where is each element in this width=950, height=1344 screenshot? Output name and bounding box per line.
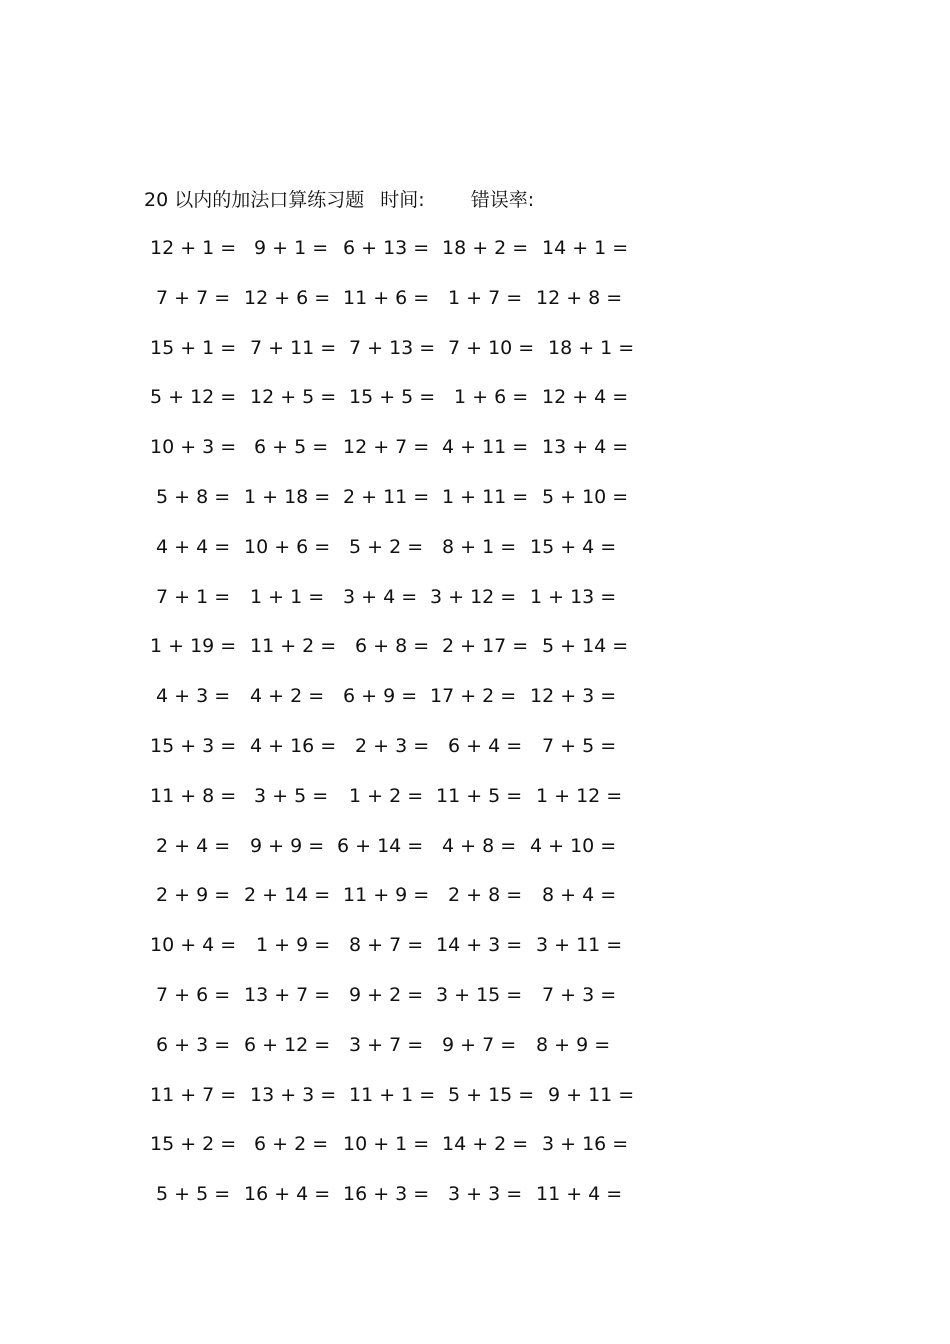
problem-item: 1 + 6 = xyxy=(454,386,529,409)
problem-item: 11 + 1 = xyxy=(349,1083,436,1106)
problem-item: 15 + 3 = xyxy=(150,734,237,757)
problem-item: 1 + 9 = xyxy=(256,934,331,957)
problem-item: 11 + 4 = xyxy=(536,1183,623,1206)
problem-item: 11 + 7 = xyxy=(150,1083,237,1106)
problem-item: 8 + 1 = xyxy=(442,535,517,558)
problem-item: 4 + 16 = xyxy=(250,734,337,757)
problem-item: 7 + 6 = xyxy=(156,983,231,1006)
problem-item: 3 + 11 = xyxy=(536,934,623,957)
problem-item: 7 + 7 = xyxy=(156,286,231,309)
problem-item: 15 + 1 = xyxy=(150,336,237,359)
problem-item: 6 + 4 = xyxy=(448,734,523,757)
problem-item: 9 + 7 = xyxy=(442,1033,517,1056)
problem-item: 7 + 5 = xyxy=(542,734,617,757)
problem-row xyxy=(0,334,950,384)
problem-item: 14 + 2 = xyxy=(442,1133,529,1156)
problem-item: 12 + 8 = xyxy=(536,286,623,309)
problem-item: 8 + 4 = xyxy=(542,884,617,907)
problem-item: 6 + 2 = xyxy=(254,1133,329,1156)
problem-item: 1 + 19 = xyxy=(150,635,237,658)
problem-item: 10 + 1 = xyxy=(343,1133,430,1156)
problem-row xyxy=(0,433,950,483)
problem-row xyxy=(0,483,950,533)
problem-item: 5 + 14 = xyxy=(542,635,629,658)
problem-item: 4 + 10 = xyxy=(530,834,617,857)
problem-item: 4 + 8 = xyxy=(442,834,517,857)
problem-item: 11 + 2 = xyxy=(250,635,337,658)
problem-item: 2 + 14 = xyxy=(244,884,331,907)
problem-item: 3 + 7 = xyxy=(349,1033,424,1056)
problem-row xyxy=(0,583,950,633)
problem-row xyxy=(0,383,950,433)
problem-item: 8 + 7 = xyxy=(349,934,424,957)
problem-item: 11 + 9 = xyxy=(343,884,430,907)
problem-item: 14 + 3 = xyxy=(436,934,523,957)
problem-item: 12 + 1 = xyxy=(150,237,237,259)
problem-item: 5 + 12 = xyxy=(150,386,237,409)
problem-item: 2 + 11 = xyxy=(343,485,430,508)
problem-item: 10 + 3 = xyxy=(150,436,237,459)
problem-item: 2 + 4 = xyxy=(156,834,231,857)
problem-item: 1 + 11 = xyxy=(442,485,529,508)
problem-item: 3 + 4 = xyxy=(343,585,418,608)
problem-row xyxy=(0,832,950,882)
problem-row xyxy=(0,284,950,334)
problem-row xyxy=(0,682,950,732)
problem-item: 15 + 4 = xyxy=(530,535,617,558)
problem-row xyxy=(0,782,950,832)
problem-item: 12 + 5 = xyxy=(250,386,337,409)
problem-item: 11 + 5 = xyxy=(436,784,523,807)
problem-item: 10 + 4 = xyxy=(150,934,237,957)
problem-row xyxy=(0,1130,950,1180)
problem-item: 5 + 2 = xyxy=(349,535,424,558)
problem-item: 14 + 1 = xyxy=(542,237,629,259)
problem-item: 3 + 3 = xyxy=(448,1183,523,1206)
problem-item: 13 + 3 = xyxy=(250,1083,337,1106)
problem-item: 3 + 12 = xyxy=(430,585,517,608)
problem-item: 9 + 9 = xyxy=(250,834,325,857)
problem-row xyxy=(0,931,950,981)
problem-item: 1 + 7 = xyxy=(448,286,523,309)
problem-item: 3 + 5 = xyxy=(254,784,329,807)
problem-item: 5 + 15 = xyxy=(448,1083,535,1106)
problem-item: 1 + 1 = xyxy=(250,585,325,608)
problem-item: 1 + 12 = xyxy=(536,784,623,807)
problem-item: 1 + 13 = xyxy=(530,585,617,608)
problem-item: 15 + 2 = xyxy=(150,1133,237,1156)
error-rate-label: 错误率: xyxy=(470,189,535,211)
problem-item: 7 + 11 = xyxy=(250,336,337,359)
problem-item: 4 + 2 = xyxy=(250,685,325,708)
problem-item: 6 + 13 = xyxy=(343,237,430,259)
problem-item: 2 + 17 = xyxy=(442,635,529,658)
problem-item: 16 + 3 = xyxy=(343,1183,430,1206)
problem-item: 18 + 2 = xyxy=(442,237,529,259)
problem-row xyxy=(0,1081,950,1131)
problem-item: 13 + 7 = xyxy=(244,983,331,1006)
problem-item: 2 + 3 = xyxy=(355,734,430,757)
problem-item: 7 + 1 = xyxy=(156,585,231,608)
problem-item: 7 + 10 = xyxy=(448,336,535,359)
problem-row xyxy=(0,732,950,782)
problem-item: 6 + 9 = xyxy=(343,685,418,708)
problem-item: 13 + 4 = xyxy=(542,436,629,459)
problem-item: 6 + 3 = xyxy=(156,1033,231,1056)
problem-item: 11 + 6 = xyxy=(343,286,430,309)
problem-item: 2 + 8 = xyxy=(448,884,523,907)
problem-item: 17 + 2 = xyxy=(430,685,517,708)
problem-row xyxy=(0,234,950,284)
problem-item: 5 + 10 = xyxy=(542,485,629,508)
problem-item: 18 + 1 = xyxy=(548,336,635,359)
problem-item: 2 + 9 = xyxy=(156,884,231,907)
problem-item: 6 + 8 = xyxy=(355,635,430,658)
problem-item: 8 + 9 = xyxy=(536,1033,611,1056)
problem-item: 6 + 14 = xyxy=(337,834,424,857)
problem-item: 4 + 3 = xyxy=(156,685,231,708)
problem-item: 11 + 8 = xyxy=(150,784,237,807)
problem-item: 9 + 11 = xyxy=(548,1083,635,1106)
problem-item: 12 + 6 = xyxy=(244,286,331,309)
problem-item: 6 + 12 = xyxy=(244,1033,331,1056)
problem-item: 16 + 4 = xyxy=(244,1183,331,1206)
problem-item: 12 + 3 = xyxy=(530,685,617,708)
problem-item: 10 + 6 = xyxy=(244,535,331,558)
problem-item: 7 + 13 = xyxy=(349,336,436,359)
time-label: 时间: xyxy=(380,189,425,211)
problem-item: 7 + 3 = xyxy=(542,983,617,1006)
problem-item: 9 + 2 = xyxy=(349,983,424,1006)
problem-item: 9 + 1 = xyxy=(254,237,329,259)
problem-item: 4 + 11 = xyxy=(442,436,529,459)
problem-grid xyxy=(0,234,950,1230)
problem-row xyxy=(0,632,950,682)
problem-item: 12 + 4 = xyxy=(542,386,629,409)
problem-item: 15 + 5 = xyxy=(349,386,436,409)
problem-row xyxy=(0,981,950,1031)
problem-row xyxy=(0,1031,950,1081)
problem-item: 3 + 15 = xyxy=(436,983,523,1006)
problem-item: 4 + 4 = xyxy=(156,535,231,558)
problem-item: 12 + 7 = xyxy=(343,436,430,459)
worksheet-header xyxy=(144,186,534,214)
problem-row xyxy=(0,533,950,583)
problem-item: 6 + 5 = xyxy=(254,436,329,459)
problem-item: 5 + 5 = xyxy=(156,1183,231,1206)
problem-item: 1 + 2 = xyxy=(349,784,424,807)
problem-row xyxy=(0,881,950,931)
problem-item: 5 + 8 = xyxy=(156,485,231,508)
problem-row xyxy=(0,1180,950,1230)
worksheet-title: 20 以内的加法口算练习题 xyxy=(144,189,365,211)
problem-item: 1 + 18 = xyxy=(244,485,331,508)
problem-item: 3 + 16 = xyxy=(542,1133,629,1156)
